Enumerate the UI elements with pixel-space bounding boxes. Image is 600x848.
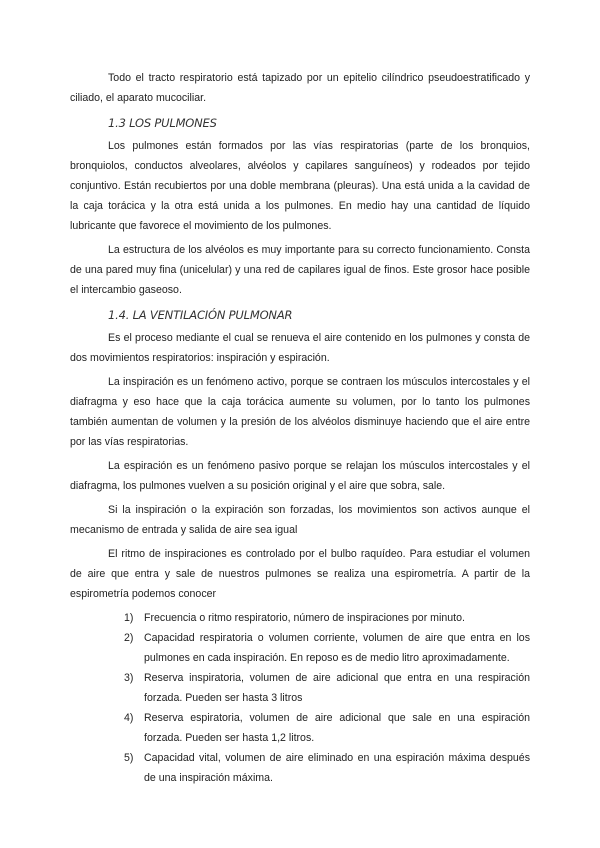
list-item-text: Reserva espiratoria, volumen de aire adicional que sale en una espiración forzada. Pueden ser hasta 1,2 litros.: [144, 712, 530, 744]
paragraph-espiracion: La espiración es un fenómeno pasivo porque se relajan los músculos intercostales y el diafragma, los pulmones vuelven a su posición original y el aire que sobra, sale.: [70, 460, 530, 492]
paragraph-alveolos: La estructura de los alvéolos es muy importante para su correcto funcionamiento. Consta de una pared muy fina (unicelular) y una red de capilares igual de finos. Este grosor hace posible el intercambio gaseoso.: [70, 244, 530, 296]
list-item-text: Frecuencia o ritmo respiratorio, número de inspiraciones por minuto.: [144, 612, 465, 624]
paragraph-inspiracion: La inspiración es un fenómeno activo, porque se contraen los músculos intercostales y el diafragma y eso hace que la caja torácica aumente su volumen, por lo tanto los pulmones también aumentan de volumen y la presión de los alvéolos disminuye haciendo que el aire entre por las vías respiratorias.: [70, 376, 530, 448]
list-item: [70, 668, 530, 708]
list-item-text: Capacidad vital, volumen de aire eliminado en una espiración máxima después de una inspiración máxima.: [144, 752, 530, 784]
list-item-text: Capacidad respiratoria o volumen corriente, volumen de aire que entra en los pulmones en cada inspiración. En reposo es de medio litro aproximadamente.: [144, 632, 530, 664]
list-item: [70, 748, 530, 788]
paragraph-forzadas: Si la inspiración o la expiración son forzadas, los movimientos son activos aunque el mecanismo de entrada y salida de aire sea igual: [70, 504, 530, 536]
list-item: [70, 708, 530, 748]
paragraph-ventilacion-intro: Es el proceso mediante el cual se renueva el aire contenido en los pulmones y consta de dos movimientos respiratorios: inspiración y espiración.: [70, 332, 530, 364]
list-item-text: Reserva inspiratoria, volumen de aire adicional que entra en una respiración forzada. Pueden ser hasta 3 litros: [144, 672, 530, 704]
paragraph-espirometria: El ritmo de inspiraciones es controlado por el bulbo raquídeo. Para estudiar el volumen de aire que entra y sale de nuestros pulmones se realiza una espirometría. A partir de la espirometría podemos conocer: [70, 548, 530, 600]
list-item: [70, 628, 530, 668]
list-item-number: 2): [124, 632, 134, 644]
page-content: [70, 68, 530, 788]
list-item-number: 3): [124, 672, 134, 684]
list-item-number: 1): [124, 612, 134, 624]
intro-paragraph: Todo el tracto respiratorio está tapizado por un epitelio cilíndrico pseudoestratificado y ciliado, el aparato mucociliar.: [70, 72, 530, 104]
list-item: [70, 608, 530, 628]
list-item-number: 5): [124, 752, 134, 764]
section-heading-ventilacion: 1.4. LA VENTILACIÓN PULMONAR: [108, 308, 293, 322]
paragraph-pulmones-structure: Los pulmones están formados por las vías respiratorias (parte de los bronquios, bronquiolos, conductos alveolares, alvéolos y capilares sanguíneos) y rodeados por tejido conjuntivo. Están recubiertos por una doble membrana (pleuras). Una está unida a la cavidad de la caja torácica y la otra está unida a los pulmones. En medio hay una cantidad de líquido lubricante que favorece el movimiento de los pulmones.: [70, 140, 530, 232]
list-item-number: 4): [124, 712, 134, 724]
spirometry-list: [70, 608, 530, 788]
section-heading-pulmones: 1.3 LOS PULMONES: [108, 116, 217, 130]
